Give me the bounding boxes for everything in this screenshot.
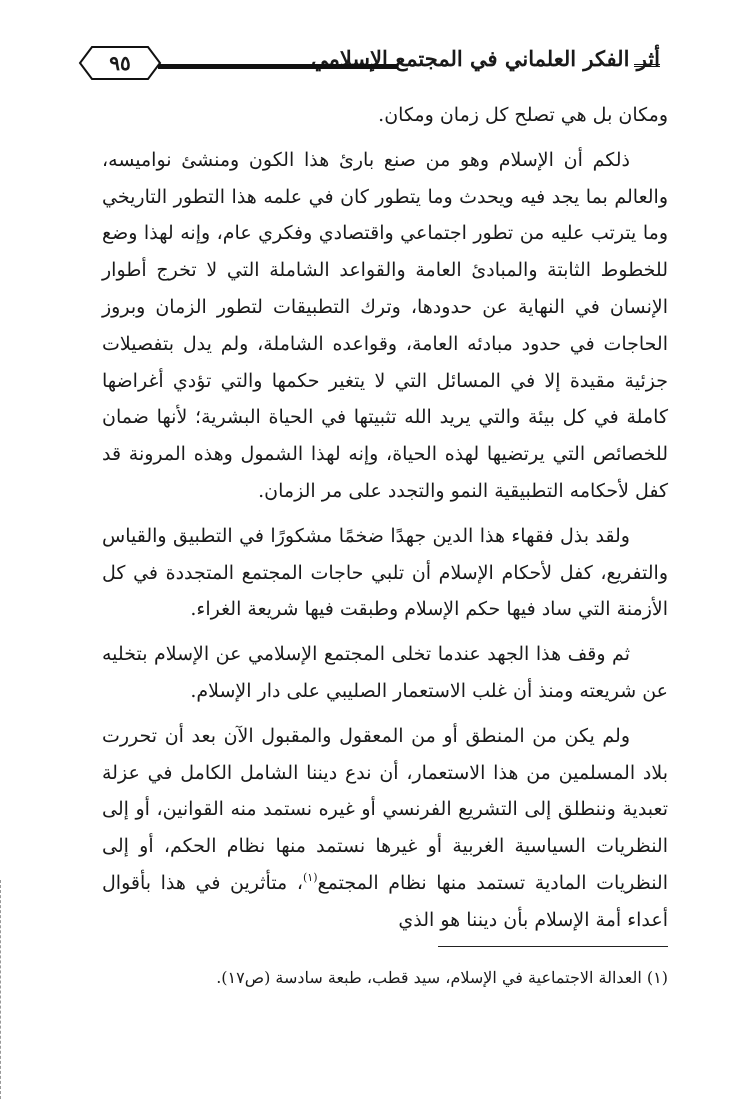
paragraph-1: ومكان بل هي تصلح كل زمان ومكان. <box>378 104 668 126</box>
footnote-reference[interactable]: (١) <box>302 870 318 884</box>
paragraph-5-text: ولم يكن من المنطق أو من المعقول والمقبول الآن بعد أن تحررت بلاد المسلمين من هذا الاستعمار، أن ندع ديننا الشامل الكامل في عزلة تعبدية وننطلق إلى التشريع الفرنسي أو غيره نستمد منه القوانين، أو إلى النظريات السياسية الغربية أو غيرها نستمد منها نظام الحكم، أو إلى النظريات المادية تستمد منها نظام المجتمع <box>102 724 668 894</box>
body-text <box>102 97 668 939</box>
paragraph-5-continuation: ، متأثرين في هذا بأقوال أعداء أمة الإسلام بأن ديننا هو الذي <box>102 871 668 931</box>
running-title: أثر الفكر العلماني في المجتمع الإسلامي <box>311 46 660 71</box>
header-rule <box>158 64 398 69</box>
page-number: ٩٥ <box>109 51 131 75</box>
page-edge-marks <box>0 880 5 1099</box>
page-number-frame <box>78 44 162 82</box>
paragraph-5 <box>102 718 668 939</box>
footnote: (١) العدالة الاجتماعية في الإسلام، سيد قطب، طبعة سادسة (ص١٧). <box>216 968 668 987</box>
page-header <box>78 42 660 94</box>
paragraph-4: ثم وقف هذا الجهد عندما تخلى المجتمع الإسلامي عن الإسلام بتخليه عن شريعته ومنذ أن غلب الاستعمار الصليبي على دار الإسلام. <box>102 643 668 702</box>
paragraph-3: ولقد بذل فقهاء هذا الدين جهدًا ضخمًا مشكورًا في التطبيق والقياس والتفريع، كفل لأحكام الإسلام أن تلبي حاجات المجتمع المتجددة في كل الأزمنة التي ساد فيها حكم الإسلام وطبقت فيها شريعة الغراء. <box>102 524 668 621</box>
footnote-separator <box>438 946 668 947</box>
paragraph-2: ذلكم أن الإسلام وهو من صنع بارئ هذا الكون ومنشئ نواميسه، والعالم بما يجد فيه ويحدث وما يتطور كان في علمه هذا التطور التاريخي وما يترتب عليه من تطور اجتماعي واقتصادي وفكري عام، وإنه لهذا وضع للخطوط الثابتة والمبادئ العامة والقواعد الشاملة التي لا تخرج أطوار الإنسان في النهاية عن حدودها، وترك التطبيقات لتطور الزمان وبروز الحاجات في حدود مبادئه العامة، وقواعده الشاملة، ولم يدل بتفصيلات جزئية مقيدة إلا في المسائل التي لا يتغير حكمها والتي تؤدي أغراضها كاملة في كل بيئة والتي يريد الله تثبيتها في الحياة البشرية؛ لأنها ضمان للخصائص التي يرتضيها لهذه الحياة، وإنه لهذا الشمول وهذه المرونة قد كفل لأحكامه التطبيقية النمو والتجدد على مر الزمان. <box>102 148 668 502</box>
